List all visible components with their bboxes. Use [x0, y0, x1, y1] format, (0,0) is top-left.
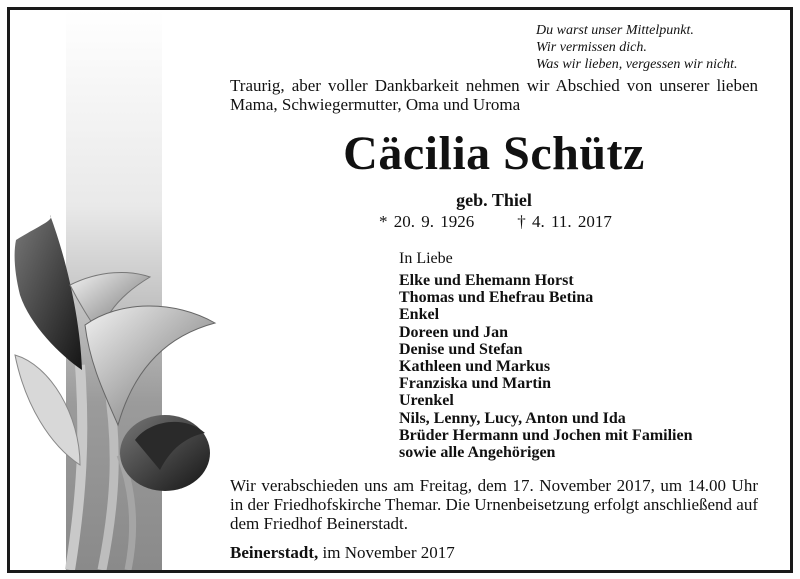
quote-line: Was wir lieben, vergessen wir nicht. [536, 57, 738, 72]
mourner-line: Kathleen und Markus [399, 358, 551, 376]
quote-line: Du warst unser Mittelpunkt. [536, 23, 694, 38]
funeral-notice: Wir verabschieden uns am Freitag, dem 17. November 2017, um 14.00 Uhr in der Friedhofskirche Themar. Die Urnenbeisetzung erfolgt anschließend auf dem Friedhof Beinerstadt. [230, 476, 758, 533]
mourners-list [399, 272, 693, 461]
mourner-line: Brüder Hermann und Jochen mit Familien [399, 426, 693, 444]
place-date: im November 2017 [322, 543, 455, 562]
place-town: Beinerstadt, [230, 543, 319, 562]
mourner-line: Thomas und Ehefrau Betina [399, 289, 594, 307]
quote-line: Wir vermissen dich. [536, 40, 647, 55]
intro-text: Traurig, aber voller Dankbarkeit nehmen wir Abschied von unserer lieben Mama, Schwiegermutter, Oma und Uroma [230, 76, 758, 114]
death-date: † 4. 11. 2017 [517, 212, 612, 231]
mourner-line: Urenkel [399, 392, 454, 410]
life-dates [379, 212, 612, 232]
calla-lily-image [10, 215, 225, 570]
mourner-line: Franziska und Martin [399, 375, 552, 393]
birth-date: * 20. 9. 1926 [379, 212, 475, 231]
deceased-name: Cäcilia Schütz [343, 127, 645, 180]
mourner-line: sowie alle Angehörigen [399, 444, 556, 462]
obituary-frame [7, 7, 793, 573]
epitaph-quote [536, 22, 738, 73]
mourner-line: Denise und Stefan [399, 340, 523, 358]
mourner-line: Enkel [399, 306, 440, 324]
mourners-intro: In Liebe [399, 250, 453, 267]
mourner-line: Nils, Lenny, Lucy, Anton und Ida [399, 409, 626, 427]
maiden-name: geb. Thiel [456, 190, 532, 210]
mourner-line: Elke und Ehemann Horst [399, 272, 574, 289]
place-and-date [230, 543, 455, 563]
mourner-line: Doreen und Jan [399, 323, 509, 341]
